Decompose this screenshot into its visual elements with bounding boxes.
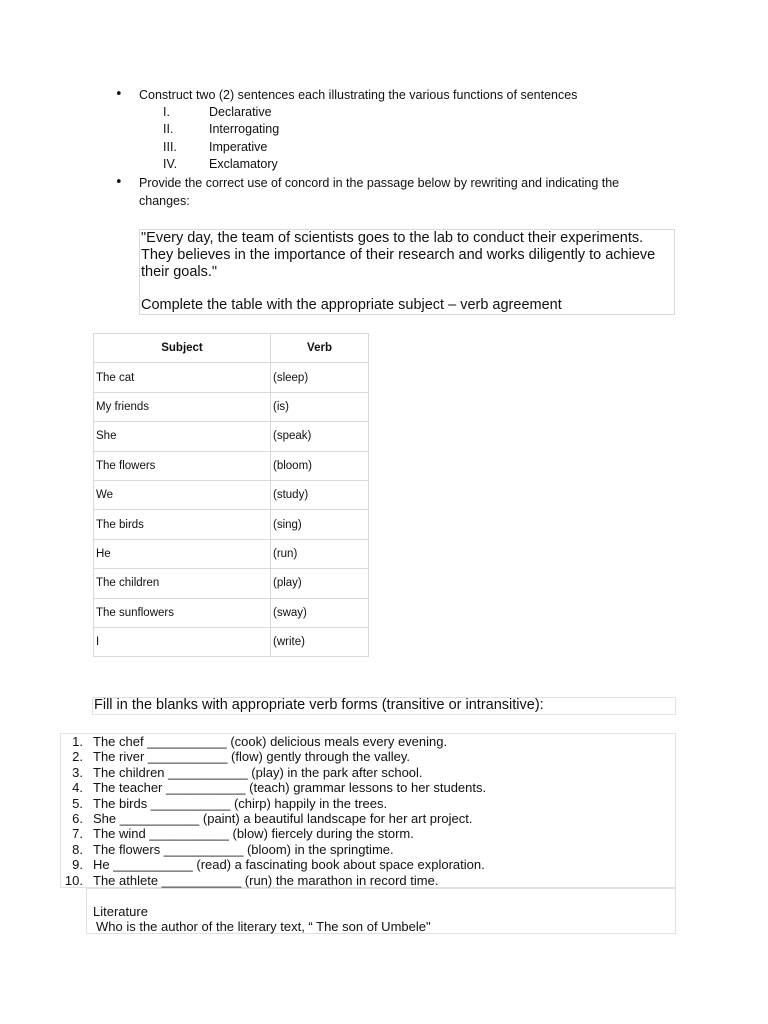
subject-header: Subject	[94, 334, 271, 363]
item-number: 7.	[72, 826, 83, 842]
item-text: The athlete ___________ (run) the marathon in record time.	[93, 872, 439, 888]
item-text: He ___________ (read) a fascinating book about space exploration.	[93, 857, 485, 873]
item-number: 8.	[72, 841, 83, 857]
table-row	[94, 569, 369, 598]
table-instruction: Complete the table with the appropriate subject – verb agreement	[141, 297, 562, 313]
roman-numeral: I.	[163, 105, 170, 119]
roman-numeral: III.	[163, 140, 177, 154]
item-number: 9.	[72, 857, 83, 873]
item-number: 4.	[72, 780, 83, 796]
item-text: The wind ___________ (blow) fiercely during the storm.	[93, 826, 414, 842]
item-number: 6.	[72, 811, 83, 826]
item-number: 2.	[72, 749, 83, 765]
passage-box	[139, 229, 675, 315]
subject-cell: I	[94, 627, 271, 656]
fill-in-list	[60, 733, 676, 888]
verb-cell: (play)	[271, 569, 369, 598]
literature-label: Literature	[93, 904, 148, 919]
subject-verb-table	[93, 333, 369, 657]
fill-in-title: Fill in the blanks with appropriate verb forms (transitive or intransitive):	[94, 697, 544, 713]
subject-cell: The sunflowers	[94, 598, 271, 627]
item-number: 5.	[72, 795, 83, 811]
table-header-row	[94, 334, 369, 363]
item-text: The teacher ___________ (teach) grammar lessons to her students.	[93, 780, 487, 796]
subject-cell: He	[94, 539, 271, 568]
item-number: 1.	[72, 734, 83, 749]
subject-cell: The children	[94, 569, 271, 598]
item-text: She ___________ (paint) a beautiful landscape for her art project.	[93, 811, 473, 826]
verb-cell: (study)	[271, 480, 369, 509]
roman-numeral: IV.	[163, 157, 178, 171]
item-text: The chef ___________ (cook) delicious meals every evening.	[93, 734, 448, 749]
literature-box	[86, 888, 676, 934]
item-text: The children ___________ (play) in the park after school.	[93, 764, 423, 780]
subject-cell: She	[94, 422, 271, 451]
table-row	[94, 480, 369, 509]
function-label: Imperative	[209, 140, 268, 154]
item-text: The birds ___________ (chirp) happily in the trees.	[93, 795, 388, 811]
table-row	[94, 539, 369, 568]
verb-cell: (speak)	[271, 422, 369, 451]
verb-cell: (bloom)	[271, 451, 369, 480]
verb-cell: (run)	[271, 539, 369, 568]
verb-cell: (write)	[271, 627, 369, 656]
table-row	[94, 451, 369, 480]
item-text: The river ___________ (flow) gently through the valley.	[93, 749, 411, 765]
verb-cell: (sleep)	[271, 363, 369, 392]
instruction-construct-sentences: Construct two (2) sentences each illustrating the various functions of sentences	[139, 88, 578, 102]
subject-cell: The birds	[94, 510, 271, 539]
table-row	[94, 598, 369, 627]
table-row	[94, 363, 369, 392]
item-number: 10.	[64, 872, 83, 888]
bullet-icon: •	[115, 175, 123, 190]
fill-in-title-box	[92, 697, 676, 715]
table-row	[94, 422, 369, 451]
table-row	[94, 392, 369, 421]
item-number: 3.	[72, 764, 83, 780]
table-row	[94, 627, 369, 656]
subject-cell: My friends	[94, 392, 271, 421]
instruction-concord: Provide the correct use of concord in the passage below by rewriting and indicating the changes:	[139, 176, 620, 208]
subject-cell: The cat	[94, 363, 271, 392]
function-label: Interrogating	[209, 122, 280, 136]
passage-text: "Every day, the team of scientists goes to the lab to conduct their experiments. They believes in the importance of their research and works diligently to achieve their goals."	[141, 230, 656, 280]
subject-cell: We	[94, 480, 271, 509]
function-label: Exclamatory	[209, 157, 278, 171]
bullet-icon: •	[115, 87, 123, 102]
function-label: Declarative	[209, 105, 272, 119]
item-text: The flowers ___________ (bloom) in the springtime.	[93, 841, 394, 857]
subject-cell: The flowers	[94, 451, 271, 480]
literature-question: Who is the author of the literary text, “ The son of Umbele"	[96, 919, 431, 934]
verb-cell: (sway)	[271, 598, 369, 627]
verb-cell: (sing)	[271, 510, 369, 539]
table-row	[94, 510, 369, 539]
verb-cell: (is)	[271, 392, 369, 421]
roman-numeral: II.	[163, 122, 174, 136]
verb-header: Verb	[271, 334, 369, 363]
